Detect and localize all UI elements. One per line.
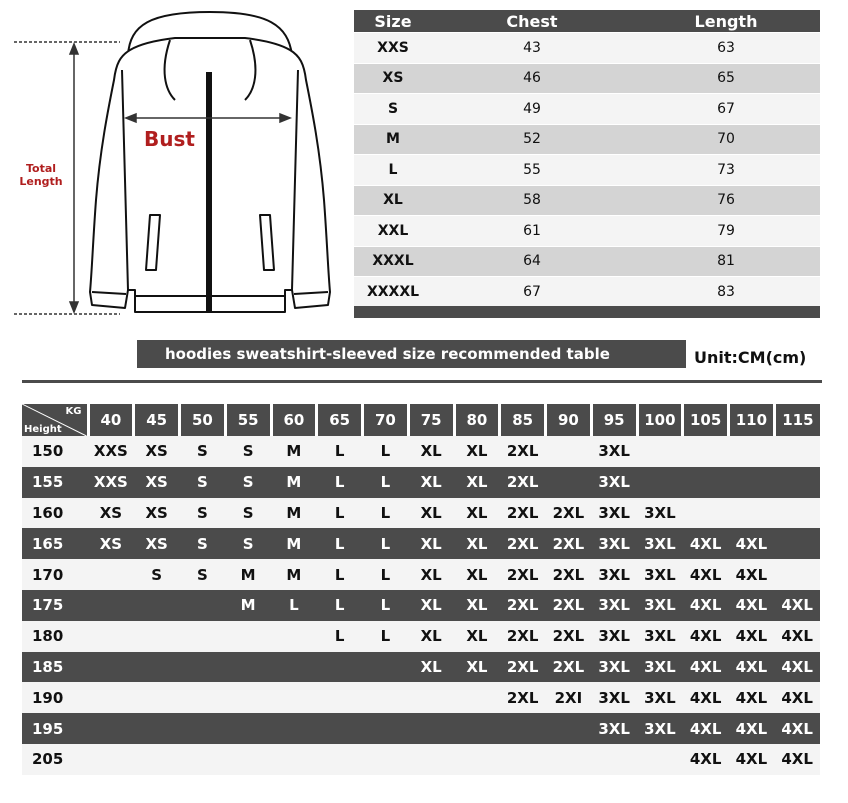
recommended-size: S (225, 528, 271, 559)
recommended-size: L (317, 436, 363, 467)
size-row (354, 94, 820, 125)
recommended-size: M (271, 559, 317, 590)
recommended-size (271, 621, 317, 652)
chest-value: 61 (432, 216, 632, 247)
recommended-size: XL (408, 467, 454, 498)
recommended-size: S (180, 528, 226, 559)
size-value: XXXL (354, 246, 432, 277)
chest-value: 58 (432, 185, 632, 216)
height-row (22, 528, 820, 559)
recommended-size: 3XL (591, 652, 637, 683)
length-value: 79 (632, 216, 820, 247)
length-value: 81 (632, 246, 820, 277)
recommended-size: 4XL (774, 652, 820, 683)
recommended-size: L (363, 467, 409, 498)
recommended-size (134, 744, 180, 775)
size-row (354, 246, 820, 277)
chest-value: 43 (432, 33, 632, 64)
recommended-size: 3XL (637, 652, 683, 683)
recommended-size: L (317, 528, 363, 559)
bust-label: Bust (144, 127, 195, 151)
recommended-size (363, 652, 409, 683)
recommended-size: S (180, 559, 226, 590)
recommended-size: 3XL (591, 621, 637, 652)
weight-header: 100 (637, 404, 683, 436)
recommended-size (408, 744, 454, 775)
corner-kg-label: KG (65, 406, 82, 417)
recommended-size: 2XL (546, 528, 592, 559)
recommended-size: 4XL (683, 713, 729, 744)
length-value: 65 (632, 63, 820, 94)
weight-header: 70 (363, 404, 409, 436)
recommended-size: S (225, 436, 271, 467)
recommended-size (134, 713, 180, 744)
recommended-size: 4XL (729, 744, 775, 775)
recommended-size: 4XL (683, 559, 729, 590)
recommended-size: 3XL (591, 498, 637, 529)
recommended-size (637, 436, 683, 467)
recommended-size (683, 467, 729, 498)
size-value: XXXXL (354, 277, 432, 307)
recommended-size (180, 713, 226, 744)
weight-header: 105 (683, 404, 729, 436)
recommended-size (225, 621, 271, 652)
weight-header-row (22, 404, 820, 436)
recommended-size: 3XL (591, 682, 637, 713)
recommended-size: 2XL (500, 498, 546, 529)
recommended-size (271, 713, 317, 744)
recommended-size: 2XL (500, 528, 546, 559)
recommended-size: 3XL (637, 590, 683, 621)
recommended-size (88, 621, 134, 652)
recommended-size: 4XL (683, 744, 729, 775)
weight-header: 75 (408, 404, 454, 436)
weight-header: 80 (454, 404, 500, 436)
recommended-size: XL (454, 467, 500, 498)
recommended-size (180, 652, 226, 683)
recommended-size (134, 652, 180, 683)
recommended-size: 4XL (683, 528, 729, 559)
unit-label: Unit:CM(cm) (694, 348, 807, 367)
size-row (354, 124, 820, 155)
height-value: 150 (22, 436, 88, 467)
recommended-size: XL (454, 590, 500, 621)
recommended-size: M (271, 436, 317, 467)
height-row (22, 652, 820, 683)
recommended-size: 2XL (546, 652, 592, 683)
recommended-size (774, 498, 820, 529)
recommended-size: XL (408, 528, 454, 559)
recommended-size: 4XL (729, 528, 775, 559)
recommended-size (546, 713, 592, 744)
recommended-size (317, 682, 363, 713)
recommended-size (774, 528, 820, 559)
recommended-size: 3XL (637, 559, 683, 590)
height-row (22, 436, 820, 467)
recommended-size: 2XL (500, 621, 546, 652)
recommended-size: 2XL (546, 498, 592, 529)
weight-header: 85 (500, 404, 546, 436)
recommended-size: L (271, 590, 317, 621)
size-chart-footer-bar (354, 306, 820, 318)
recommended-size: 4XL (729, 621, 775, 652)
size-value: XL (354, 185, 432, 216)
recommended-size (317, 713, 363, 744)
size-value: XS (354, 63, 432, 94)
weight-header: 40 (88, 404, 134, 436)
recommended-size: XS (134, 528, 180, 559)
recommended-size: 3XL (637, 682, 683, 713)
recommended-size: M (271, 467, 317, 498)
corner-height-label: Height (24, 424, 62, 435)
recommended-size (500, 713, 546, 744)
recommended-size (88, 682, 134, 713)
section-divider (22, 380, 822, 383)
height-row (22, 713, 820, 744)
chest-value: 52 (432, 124, 632, 155)
recommended-size: 2XL (500, 467, 546, 498)
recommended-size: 2XL (500, 559, 546, 590)
recommended-size (591, 744, 637, 775)
recommended-size: 2XL (500, 436, 546, 467)
recommended-size (134, 621, 180, 652)
recommended-size: 4XL (774, 744, 820, 775)
recommended-size: 2XL (546, 559, 592, 590)
recommended-size: S (225, 498, 271, 529)
chest-header: Chest (432, 10, 632, 33)
recommended-size (408, 682, 454, 713)
recommended-size (363, 713, 409, 744)
recommended-size (317, 652, 363, 683)
recommended-size (134, 590, 180, 621)
recommended-size (225, 713, 271, 744)
recommended-size (88, 559, 134, 590)
recommended-size (317, 744, 363, 775)
recommendation-table (22, 404, 820, 775)
recommended-size: 3XL (637, 528, 683, 559)
recommended-size (729, 436, 775, 467)
recommended-size: 3XL (591, 467, 637, 498)
size-value: XXL (354, 216, 432, 247)
recommended-size: S (180, 498, 226, 529)
size-header: Size (354, 10, 432, 33)
size-row (354, 155, 820, 186)
recommended-size: XS (134, 436, 180, 467)
size-row (354, 277, 820, 307)
recommended-size (88, 744, 134, 775)
recommended-size: XL (454, 621, 500, 652)
size-chart-header-row (354, 10, 820, 33)
recommended-size (225, 652, 271, 683)
recommended-size: 2XL (500, 652, 546, 683)
recommended-size (637, 744, 683, 775)
recommended-size: M (225, 559, 271, 590)
recommended-size: 3XL (637, 498, 683, 529)
recommended-size (546, 436, 592, 467)
recommended-size (225, 682, 271, 713)
recommended-size: 2XL (546, 590, 592, 621)
recommended-size: 4XL (774, 713, 820, 744)
recommended-size (546, 467, 592, 498)
recommended-size: XL (454, 559, 500, 590)
recommended-size: XXS (88, 436, 134, 467)
recommended-size: XS (88, 498, 134, 529)
recommended-size (454, 682, 500, 713)
recommended-size: 2XI (546, 682, 592, 713)
recommended-size (180, 682, 226, 713)
recommended-size (454, 744, 500, 775)
recommended-size: 3XL (637, 713, 683, 744)
recommended-size: XL (454, 436, 500, 467)
chest-value: 46 (432, 63, 632, 94)
size-value: S (354, 94, 432, 125)
recommended-size (546, 744, 592, 775)
size-chart-table (354, 10, 820, 307)
recommended-size (683, 498, 729, 529)
recommended-size: 2XL (546, 621, 592, 652)
height-value: 170 (22, 559, 88, 590)
recommended-size (683, 436, 729, 467)
recommended-size (225, 744, 271, 775)
recommended-size (454, 713, 500, 744)
recommended-size: XL (408, 590, 454, 621)
height-row (22, 621, 820, 652)
size-value: M (354, 124, 432, 155)
recommended-size (774, 559, 820, 590)
recommended-size: XL (454, 528, 500, 559)
recommended-size: XL (408, 621, 454, 652)
recommended-size: 4XL (774, 682, 820, 713)
recommended-size (88, 713, 134, 744)
recommended-size: XL (408, 559, 454, 590)
recommended-size: XS (134, 467, 180, 498)
recommended-size: XL (454, 652, 500, 683)
total-length-label: Total Length (19, 162, 63, 188)
recommendation-caption: hoodies sweatshirt-sleeved size recommended table (137, 340, 686, 368)
chest-value: 55 (432, 155, 632, 186)
recommended-size: 4XL (729, 559, 775, 590)
weight-header: 60 (271, 404, 317, 436)
recommended-size (271, 652, 317, 683)
chest-value: 64 (432, 246, 632, 277)
recommended-size: L (317, 498, 363, 529)
recommended-size: 4XL (683, 621, 729, 652)
weight-header: 110 (729, 404, 775, 436)
height-value: 180 (22, 621, 88, 652)
recommended-size (363, 744, 409, 775)
recommended-size: XXS (88, 467, 134, 498)
length-value: 83 (632, 277, 820, 307)
size-row (354, 33, 820, 64)
height-value: 175 (22, 590, 88, 621)
length-value: 70 (632, 124, 820, 155)
weight-header: 55 (225, 404, 271, 436)
recommended-size (180, 744, 226, 775)
height-value: 165 (22, 528, 88, 559)
corner-header (22, 404, 88, 436)
zipper (206, 72, 212, 312)
recommended-size (134, 682, 180, 713)
recommended-size: S (134, 559, 180, 590)
height-row (22, 744, 820, 775)
recommended-size (637, 467, 683, 498)
height-row (22, 467, 820, 498)
recommended-size: 2XL (500, 682, 546, 713)
weight-header: 115 (774, 404, 820, 436)
recommended-size: 3XL (637, 621, 683, 652)
weight-header: 50 (180, 404, 226, 436)
weight-header: 95 (591, 404, 637, 436)
recommended-size (729, 498, 775, 529)
recommended-size: 3XL (591, 528, 637, 559)
recommended-size: L (363, 559, 409, 590)
size-row (354, 63, 820, 94)
recommended-size: 4XL (729, 713, 775, 744)
recommended-size: 2XL (500, 590, 546, 621)
chest-value: 67 (432, 277, 632, 307)
recommended-size: L (363, 590, 409, 621)
recommended-size: L (363, 436, 409, 467)
recommended-size: L (317, 621, 363, 652)
recommended-size: XL (408, 652, 454, 683)
height-value: 195 (22, 713, 88, 744)
recommended-size (180, 590, 226, 621)
recommended-size (363, 682, 409, 713)
recommended-size: 3XL (591, 713, 637, 744)
recommended-size: 4XL (683, 652, 729, 683)
recommended-size: L (317, 467, 363, 498)
recommended-size: L (363, 621, 409, 652)
recommendation-body (22, 436, 820, 775)
recommended-size: L (317, 559, 363, 590)
height-value: 160 (22, 498, 88, 529)
recommended-size: 3XL (591, 559, 637, 590)
recommended-size (88, 652, 134, 683)
recommended-size (774, 436, 820, 467)
recommended-size: M (225, 590, 271, 621)
recommended-size: L (363, 498, 409, 529)
recommended-size: 4XL (729, 682, 775, 713)
recommended-size (774, 467, 820, 498)
recommended-size: 4XL (683, 590, 729, 621)
length-value: 63 (632, 33, 820, 64)
weight-header: 45 (134, 404, 180, 436)
recommended-size: L (363, 528, 409, 559)
length-header: Length (632, 10, 820, 33)
recommended-size: 4XL (683, 682, 729, 713)
recommended-size (271, 744, 317, 775)
recommended-size (500, 744, 546, 775)
recommended-size: S (225, 467, 271, 498)
recommended-size: XL (408, 436, 454, 467)
size-chart-body (354, 33, 820, 307)
height-value: 190 (22, 682, 88, 713)
height-row (22, 498, 820, 529)
recommended-size (271, 682, 317, 713)
recommended-size: L (317, 590, 363, 621)
recommended-size (180, 621, 226, 652)
height-value: 155 (22, 467, 88, 498)
height-value: 185 (22, 652, 88, 683)
recommended-size: 4XL (774, 621, 820, 652)
chest-value: 49 (432, 94, 632, 125)
recommended-size (729, 467, 775, 498)
size-row (354, 185, 820, 216)
height-row (22, 590, 820, 621)
weight-header: 65 (317, 404, 363, 436)
recommended-size: XS (134, 498, 180, 529)
length-value: 67 (632, 94, 820, 125)
recommended-size: XL (408, 498, 454, 529)
weight-header: 90 (546, 404, 592, 436)
size-value: XXS (354, 33, 432, 64)
recommended-size: 4XL (774, 590, 820, 621)
size-value: L (354, 155, 432, 186)
recommended-size: XL (454, 498, 500, 529)
recommended-size: 3XL (591, 590, 637, 621)
length-value: 73 (632, 155, 820, 186)
recommended-size: M (271, 528, 317, 559)
recommended-size: S (180, 436, 226, 467)
recommended-size: XS (88, 528, 134, 559)
recommended-size: S (180, 467, 226, 498)
size-row (354, 216, 820, 247)
height-row (22, 559, 820, 590)
recommended-size: M (271, 498, 317, 529)
recommended-size: 4XL (729, 652, 775, 683)
recommended-size: 3XL (591, 436, 637, 467)
length-value: 76 (632, 185, 820, 216)
recommended-size (408, 713, 454, 744)
recommended-size: 4XL (729, 590, 775, 621)
recommended-size (88, 590, 134, 621)
height-value: 205 (22, 744, 88, 775)
height-row (22, 682, 820, 713)
